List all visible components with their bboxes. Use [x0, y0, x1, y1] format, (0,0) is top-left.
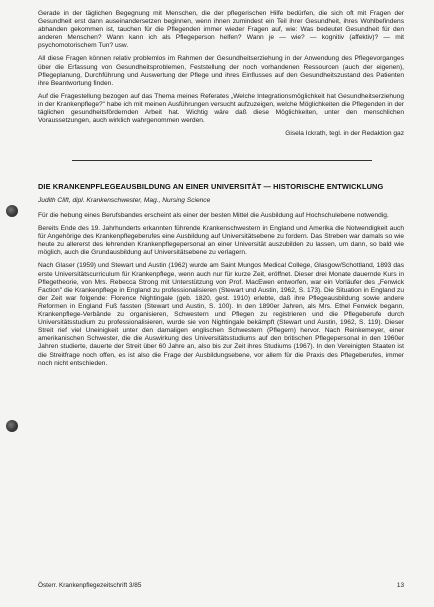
section-divider: [72, 160, 372, 161]
punch-hole-bottom: [6, 420, 18, 432]
page-content: [38, 10, 404, 373]
footer-journal: Österr. Krankenpflegezeitschrift 3/85: [38, 582, 142, 589]
article-author: Judith Clift, dipl. Krankenschwester, Mag., Nursing Science: [38, 196, 211, 204]
intro-paragraph-1: Gerade in der täglichen Begegnung mit Menschen, die der pflegerischen Hilfe bedürfen, die sich oft mit Fragen der Gesundheit erst dann auseinandersetzen beginnen, wenn ihnen zumindest ein Teil ihrer Gesundheit, ihres Wohlbefindens abhanden gekommen ist, tauchen für die Pflegenden immer wieder Fragen auf, wie: Was bedeutet Gesundheit für den anderen Menschen? Wann kann ich als Pflegeperson helfen? Wann je — wie? — kognitiv (affektiv)? — mit psychomotorischem Tun? usw.: [38, 10, 404, 50]
article-paragraph-3: Nach Glaser (1959) und Stewart und Austin (1962) wurde am Saint Mungos Medical College, Glasgow/Schottland, 1893 das erste Universitätscurriculum für Krankenpflege, wenn auch nur für kurze Zeit, eröffnet. Dieser drei Monate dauernde Kurs in Pflegetheorie, von Mrs. Rebecca Strong mit Unterstützung von Prof. MacEwen entworfen, war ein Vorläufer des „Fenwick Faction" die Krankenpflege in England zu professionalisieren (Stewart und Austin, 1962, S. 173). Die Situation in England zu der Zeit war folgende: Florence Nightingale (geb. 1820, gest. 1910) erlebte, daß ihre Pflegeausbildung sowie andere Reformen in England Fuß fassten (Stewart und Austin, S. 100). In den 1890er Jahren, als Mrs. Ethel Fenwick begann, Krankenpflege-Verbände zu organisieren, Schwestern und Pflegen zu registrieren und die Pflegeberufe durch Universitätsstudium zu professionalisieren, wurde sie von Nightingale bekämpft (Stewart und Austin, 1962, S. 119). Dieser Streit rief viel Uneinigkeit unter den damaligen englischen Schwestern (Pflegern) hervor. Nach Reinkemeyer, einer amerikanischen Schwester, die die Auswirkung des Universitätsstudiums auf den britischen Pflegepersonal in den 1960er Jahren studierte, dauerte der Streit über 60 Jahre an, also bis zur Zeit ihres Studiums (1967). In den Vereinigten Staaten ist die Streitfrage noch offen, es ist also die Frage der Ausbildungsebene, vor allem für die Praxis des Pflegeberufes, immer noch nicht entschieden.: [38, 262, 404, 367]
intro-paragraph-3: Auf die Fragestellung bezogen auf das Thema meines Referates „Welche Integrationsmöglichkeit hat Gesundheitserziehung in der Krankenpflege?" habe ich mit meinen Ausführungen versucht aufzuzeigen, welche Möglichkeiten die Pflegenden in der täglichen gesundheitsfördernden Arbeit hat. Wichtig wäre daß diese Möglichkeiten, unter den menschlichen Voraussetzungen, auch wirklich wahrgenommen werden.: [38, 92, 404, 125]
article-title: DIE KRANKENPFLEGEAUSBILDUNG AN EINER UNIVERSITÄT — HISTORISCHE ENTWICKLUNG: [38, 182, 384, 192]
intro-paragraph-2: All diese Fragen können relativ problemlos im Rahmen der Gesundheitserziehung in der Anwendung des Pflegevorganges über die Erfassung von Gesundheitsproblemen, Feststellung der noch vorhandenen Ressourcen (auch der eigenen), Pflegeplanung, Durchführung und Auswertung der Pflege und ihres Einflusses auf den Gesundheitszustand des Patienten ihre Beantwortung finden.: [38, 55, 404, 87]
punch-hole-top: [6, 205, 18, 217]
page-number: 13: [396, 582, 404, 589]
article-paragraph-2: Bereits Ende des 19. Jahrhunderts erkannten führende Krankenschwestern in England und Amerika die Notwendigkeit auch für Angehörige des Krankenpflegeberufes eine Ausbildung auf Universitätsebene zu fordern. Das Streben war damals so wie heute zu allererst des lehrenden Krankenpflegepersonal an einer Universität auszubilden zu lassen, um dann, so bald wie möglich, auch die Grundausbildung auf Universitätsebene zu verlagern.: [38, 225, 404, 257]
page-footer: [38, 582, 404, 590]
signature-line: Gisela Ickrath, tegl. in der Redaktion gaz: [285, 130, 404, 138]
article-paragraph-1: Für die hebung eines Berufsbandes erscheint als einer der besten Mittel die Ausbildung auf Hochschulebene notwendig.: [38, 212, 389, 219]
